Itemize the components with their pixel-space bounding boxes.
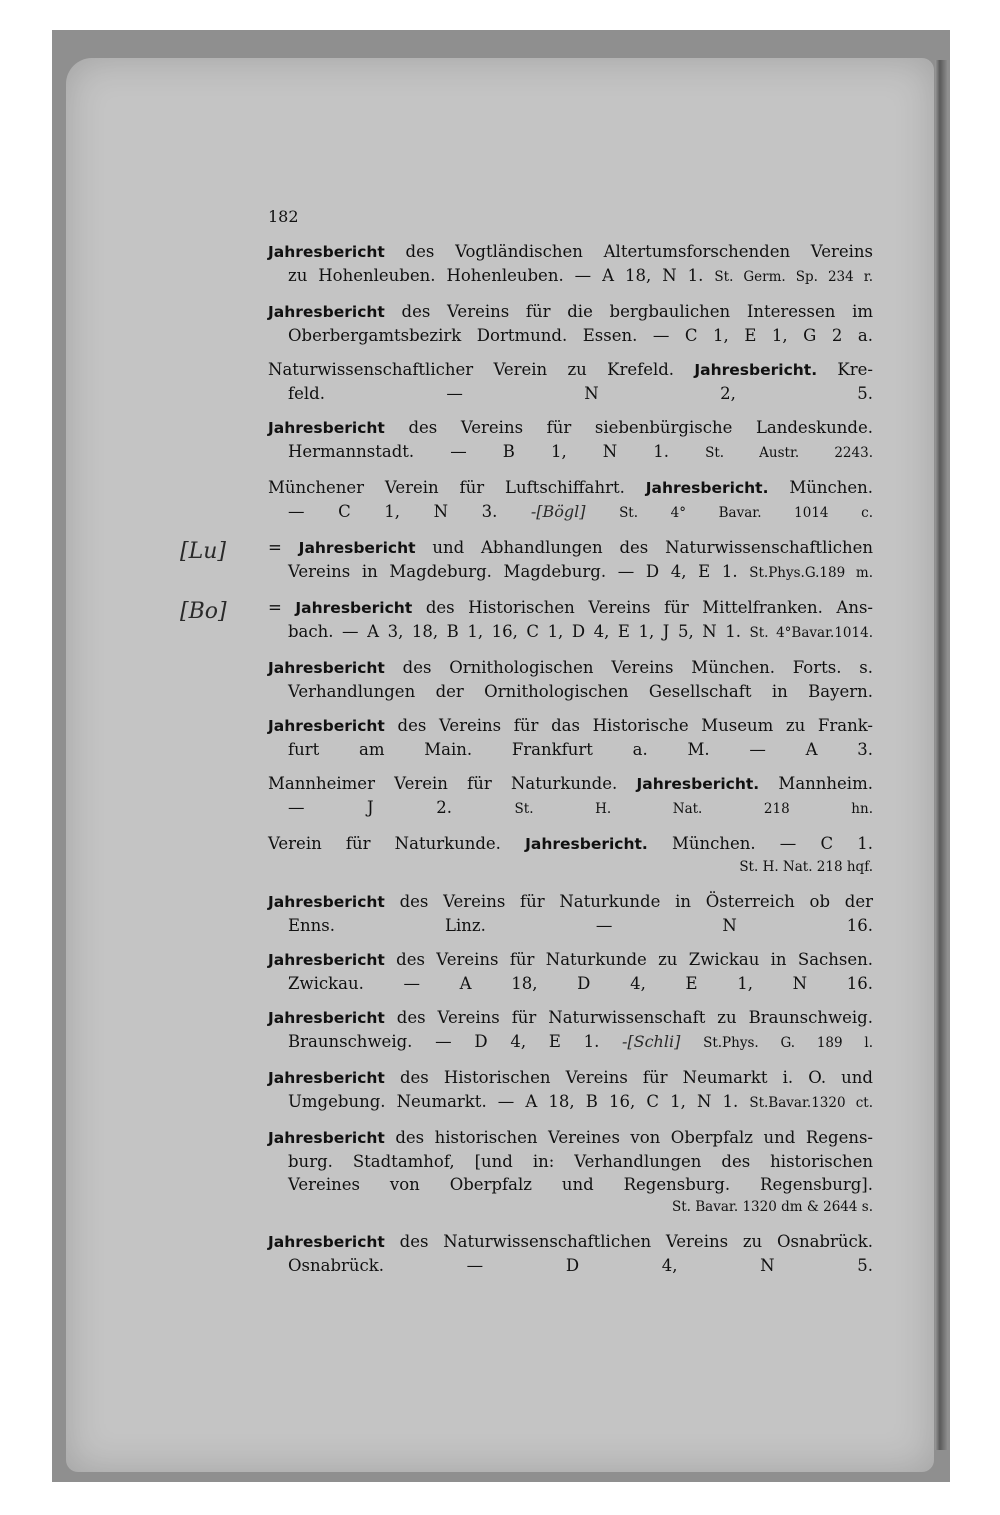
entry-line [268,1230,873,1254]
shelf-signature: St.Bavar.1320 ct. [749,1095,874,1111]
entry-text: Braunschweig. — D 4, E 1. [288,1032,600,1051]
entry-text: des Vereins für das Historische Museum zu Frank- [384,716,873,735]
entry-line [268,358,873,382]
entry-text: — C 1, N 3. [288,502,498,521]
entry-text: Kre- [817,360,873,379]
entry-line [268,714,873,738]
bibliography-entry [268,832,873,879]
entry-prefix: Naturwissenschaftlicher Verein zu Krefeld. [268,360,695,379]
bibliography-entry [268,1066,873,1115]
handwritten-annotation: -[Schli] [599,1032,681,1051]
entry-line [268,536,873,560]
entry-line [268,476,873,500]
entry-keyword: Jahresbericht. [636,775,760,793]
entry-text: des Ornithologischen Vereins München. Forts. s. [384,658,873,677]
entry-line [268,890,873,914]
entry-keyword: Jahresbericht [268,1009,385,1027]
entry-text: — J 2. [288,798,452,817]
shelf-signature: St.Phys. G. 189 l. [703,1035,874,1051]
entry-text: des Vereins für siebenbürgische Landeskunde. [384,418,873,437]
entry-keyword: Jahresbericht [268,1069,385,1087]
entry-text: des historischen Vereines von Oberpfalz und Regens- [384,1128,873,1147]
entry-text: Enns. Linz. — N 16. [288,916,873,935]
entry-prefix: Münchener Verein für Luftschiffahrt. [268,478,646,497]
entry-text: furt am Main. Frankfurt a. M. — A 3. [288,740,873,759]
entry-line [268,656,873,680]
shelf-signature: St. Austr. 2243. [705,445,873,461]
entry-text: des Vereins für Naturkunde zu Zwickau in Sachsen. [384,950,873,969]
page-content [180,205,874,1288]
entry-text: des Vereins für die bergbaulichen Interessen im [384,302,873,321]
entry-text: und Abhandlungen des Naturwissenschaftlichen [415,538,873,557]
entry-line [268,1150,873,1173]
entry-text: Hermannstadt. — B 1, N 1. [288,442,670,461]
entry-text: Vereines von Oberpfalz und Regensburg. Regensburg]. [288,1175,873,1194]
entry-keyword: Jahresbericht [268,659,385,677]
shelf-signature: St. H. Nat. 218 hqf. [739,859,873,875]
entry-line [268,324,873,347]
handwritten-annotation: -[Bögl] [497,502,586,521]
bibliography-entry [268,1126,873,1219]
entry-line [268,796,873,821]
entry-keyword: Jahresbericht. [645,479,769,497]
entry-prefix: = [268,598,296,617]
entry-keyword: Jahresbericht [268,717,385,735]
entry-line [268,596,873,620]
bibliography-entry [268,476,873,525]
entry-line [268,738,873,761]
page-number: 182 [268,207,299,226]
entry-line [268,416,873,440]
bibliography-entry [268,772,873,821]
entry-line [268,832,873,856]
entry-line [268,1173,873,1196]
entry-line [268,1090,873,1115]
entry-line [268,382,873,405]
bibliography-entry [268,656,873,703]
bibliography-entry [180,536,873,585]
entry-keyword: Jahresbericht. [694,361,818,379]
entry-line [268,972,873,995]
entry-text: des Historischen Vereins für Mittelfranken. Ans- [412,598,873,617]
entry-line [268,1006,873,1030]
entry-text: München. — C 1. [647,834,874,853]
shelf-signature: St. 4° Bavar. 1014 c. [619,505,874,521]
entry-line [268,500,873,525]
entry-text: des Vogtländischen Altertumsforschenden Vereins [384,242,873,261]
entry-text: des Naturwissenschaftlichen Vereins zu Osnabrück. [384,1232,873,1251]
bibliography-entry [268,1230,873,1277]
handwritten-margin-note: [Bo] [180,599,227,624]
entry-keyword: Jahresbericht [268,1129,385,1147]
entry-text: München. [768,478,874,497]
entry-line [268,680,873,703]
entry-line [268,620,873,645]
entry-text: Vereins in Magdeburg. Magdeburg. — D 4, E 1. [288,562,738,581]
entry-text: Verhandlungen der Ornithologischen Gesellschaft in Bayern. [288,682,873,701]
bibliography-entry [268,240,873,289]
bibliography-entry [268,714,873,761]
entry-line [268,264,873,289]
entry-text: Zwickau. — A 18, D 4, E 1, N 16. [288,974,873,993]
entry-prefix: = [268,538,299,557]
entry-text: bach. — A 3, 18, B 1, 16, C 1, D 4, E 1, J 5, N 1. [288,622,741,641]
entry-line [268,1066,873,1090]
shelf-signature: St. H. Nat. 218 hn. [514,801,873,817]
entry-text: Oberbergamtsbezirk Dortmund. Essen. — C 1, E 1, G 2 a. [288,326,873,345]
entry-keyword: Jahresbericht [268,893,385,911]
book-spine-edge [935,60,947,1450]
shelf-signature: St. Bavar. 1320 dm & 2644 s. [671,1199,873,1215]
entry-line [268,560,873,585]
bibliography-entry [180,596,873,645]
entry-line [268,914,873,937]
entry-keyword: Jahresbericht [268,419,385,437]
entry-line [268,1254,873,1277]
entry-text: Osnabrück. — D 4, N 5. [288,1256,873,1275]
entry-keyword: Jahresbericht [268,951,385,969]
entry-text: des Vereins für Naturkunde in Österreich ob der [384,892,873,911]
entry-text: zu Hohenleuben. Hohenleuben. — A 18, N 1. [288,266,704,285]
entry-line [268,1030,873,1055]
bibliography-entry [268,890,873,937]
entry-keyword: Jahresbericht. [525,835,648,853]
entry-text: des Vereins für Naturwissenschaft zu Braunschweig. [384,1008,873,1027]
shelf-signature: St. Germ. Sp. 234 r. [714,269,873,285]
shelf-signature: St. 4°Bavar.1014. [749,625,873,641]
entry-prefix: Verein für Naturkunde. [268,834,526,853]
entry-prefix: Mannheimer Verein für Naturkunde. [268,774,637,793]
entry-line [268,440,873,465]
entry-text: burg. Stadtamhof, [und in: Verhandlungen des historischen [288,1152,873,1171]
entry-list [180,240,874,1277]
entry-line [268,300,873,324]
handwritten-margin-note: [Lu] [180,539,226,564]
entry-line [268,772,873,796]
entry-text: des Historischen Vereins für Neumarkt i. O. und [384,1068,873,1087]
entry-line [268,1126,873,1150]
bibliography-entry [268,300,873,347]
bibliography-entry [268,1006,873,1055]
entry-keyword: Jahresbericht [298,539,416,557]
entry-keyword: Jahresbericht [268,303,385,321]
bibliography-entry [268,358,873,405]
entry-keyword: Jahresbericht [268,1233,385,1251]
entry-keyword: Jahresbericht [295,599,413,617]
entry-line [268,948,873,972]
shelf-signature: St.Phys.G.189 m. [749,565,873,581]
bibliography-entry [268,948,873,995]
bibliography-entry [268,416,873,465]
entry-text: Umgebung. Neumarkt. — A 18, B 16, C 1, N 1. [288,1092,739,1111]
entry-text: Mannheim. [759,774,873,793]
entry-keyword: Jahresbericht [268,243,385,261]
entry-line [268,240,873,264]
entry-text: feld. — N 2, 5. [288,384,873,403]
